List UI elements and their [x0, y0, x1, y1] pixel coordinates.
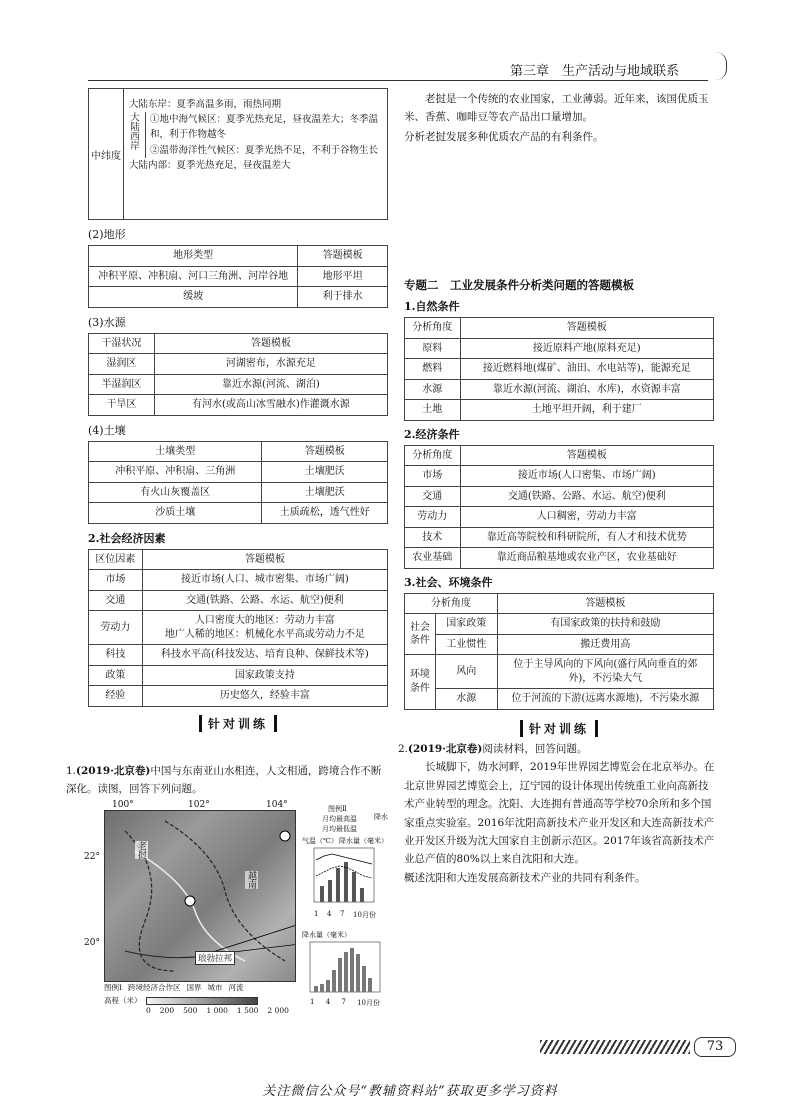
q2-number: 2.	[398, 743, 409, 755]
table-row: 政策 国家政策支持	[89, 665, 388, 686]
page-number-strip	[540, 1040, 690, 1054]
table-row: 技术 靠近高等院校和科研院所，有人才和技术优势	[405, 527, 714, 548]
table-row: 土地 土地平坦开阔，利于建厂	[405, 400, 714, 421]
legend-city: 城市	[207, 983, 223, 992]
table-row: 社会条件 国家政策 有国家政策的扶持和鼓励	[405, 614, 714, 635]
economic-heading: 2.经济条件	[404, 427, 460, 441]
table-row: 科技 科技水平高(科技发达、培育良种、保鲜技术等)	[89, 645, 388, 666]
footer-note: 关注微信公众号“教辅资料站”获取更多学习资料	[262, 1084, 558, 1099]
chapter-title: 第三章 生产活动与地域联系	[510, 64, 680, 79]
table-row: 有火山灰覆盖区 土壤肥沃	[89, 482, 388, 503]
lat-label-22: 22°	[84, 852, 100, 862]
climate-legend-title: 图例Ⅱ	[328, 805, 347, 813]
q2-ask: 概述沈阳和大连发展高新技术产业的共同有利条件。	[404, 871, 646, 884]
table-row: 水源 位于河流的下游(远离水源地)，不污染水源	[405, 689, 714, 710]
table-row: 缓坡 利于排水	[89, 287, 388, 308]
table-header: 分析角度	[405, 445, 461, 466]
lat-label-20: 20°	[84, 938, 100, 948]
table-row: 市场 接近市场(人口密集、市场广阔)	[405, 466, 714, 487]
natural-heading: 1.自然条件	[404, 300, 460, 313]
group-social: 社会条件	[405, 614, 436, 655]
social-heading: 2.社会经济因素	[88, 531, 166, 545]
q1-right-text: 老挝是一个传统的农业国家，工业薄弱。近年来，该国优质玉米、香蕉、咖啡豆等农产品出口量增加。	[404, 93, 709, 124]
soc-env-table	[404, 593, 714, 710]
table-row: 工业惯性 搬迁费用高	[405, 634, 714, 655]
map-label-vietnam: 越南	[246, 871, 256, 889]
table-row: 交通 交通(铁路、公路、水运、航空)便利	[89, 590, 388, 611]
table-row: 农业基础 靠近商品粮基地或农业产区，农业基础好	[405, 548, 714, 569]
table-header: 地形类型	[89, 246, 298, 267]
lon-label-100: 100°	[112, 800, 134, 810]
climate-item-mediterranean: ①地中海气候区：夏季光热充足，昼夜温差大；冬季温和，利于作物越冬	[150, 114, 379, 141]
table-row: 湿润区 河湖密布，水源充足	[89, 354, 388, 375]
soil-table	[88, 441, 388, 524]
table-header: 分析角度	[405, 318, 461, 339]
table-row: 半湿润区 靠近水源(河流、湖泊)	[89, 374, 388, 395]
elevation-scale	[146, 997, 258, 1005]
climate-box	[88, 88, 388, 220]
precip-axis-label: 降水量（毫米）	[339, 837, 388, 845]
q2-lead: 阅读材料，回答问题。	[482, 743, 588, 755]
climate-line-east: 大陆东岸：夏季高温多雨，雨热同期	[129, 99, 282, 110]
table-header: 答题模板	[142, 549, 387, 570]
map-label-luang-prabang: 琅勃拉邦	[195, 951, 235, 965]
table-header: 答题模板	[460, 445, 713, 466]
lon-label-102: 102°	[188, 800, 210, 810]
social-table	[88, 549, 388, 707]
topic2-title: 专题二 工业发展条件分析类问题的答题模板	[404, 278, 634, 292]
table-row: 原料 接近原料产地(原料充足)	[405, 338, 714, 359]
climate-legend-max: 月均最高温	[322, 815, 357, 823]
elevation-label: 高程（米）	[104, 996, 142, 1005]
training-tag-2: 针对训练	[520, 720, 598, 737]
table-header: 分析角度	[405, 593, 498, 614]
q2-text: 长城脚下，妫水河畔，2019年世界园艺博览会在北京举办。在北京世界园艺博览会上，辽宁园的设计体现出传统重工业向高新技术产业转型的理念。沈阳、大连拥有普通高等学校70余所和多个国家重点实验室。2016年沈阳高新技术产业开发区和大连高新技术产业开发区升级为沈大国家自主创新示范区。2017年该省高新技术产业总产值的80%以上来自沈阳和大连。	[404, 761, 715, 866]
table-header: 答题模板	[460, 318, 713, 339]
table-row: 劳动力 人口稠密，劳动力丰富	[405, 507, 714, 528]
table-row: 市场 接近市场(人口、城市密集、市场广阔)	[89, 570, 388, 591]
table-row: 经验 历史悠久，经验丰富	[89, 686, 388, 707]
q2-source: (2019·北京卷)	[408, 743, 483, 755]
training-tag: 针对训练	[199, 715, 277, 732]
lon-label-104: 104°	[266, 800, 288, 810]
table-row: 水源 靠近水源(河流、湖泊、水库)，水资源丰富	[405, 379, 714, 400]
economic-table	[404, 445, 714, 569]
map-legend: 图例Ⅰ 跨境经济合作区 国界 城市 河流 高程（米） 0 200 500 1 000 1 500 2 000	[104, 983, 289, 1015]
terrain-heading: (2)地形	[88, 228, 126, 241]
rain-axis-label: 降水量（毫米）	[302, 931, 351, 939]
table-row: 环境条件 风向 位于主导风向的下风向(盛行风向垂直的郊外)，不污染大气	[405, 655, 714, 689]
table-header: 答题模板	[262, 441, 388, 462]
climate-item-oceanic: ②温带海洋性气候区：夏季光热不足，不利于谷物生长	[150, 144, 379, 156]
relief-map	[104, 810, 296, 982]
q1-figure	[84, 800, 388, 1015]
climate-line-inland: 大陆内部：夏季光热充足，昼夜温差大	[129, 159, 291, 171]
legend-border: 国界	[186, 983, 202, 992]
temp-axis-label: 气温（℃）	[302, 837, 338, 845]
q1-source: (2019·北京卷)	[76, 765, 151, 777]
soil-heading: (4)土壤	[88, 423, 126, 437]
group-env: 环境条件	[405, 655, 436, 710]
climate-legend-min: 月均最低温	[322, 825, 357, 833]
table-header: 区位因素	[89, 549, 143, 570]
q2-block	[398, 740, 716, 887]
table-header: 答题模板	[298, 246, 388, 267]
water-table	[88, 333, 388, 416]
page-number: 73	[694, 1037, 736, 1057]
table-row: 冲积平原、冲积扇、河口三角洲、河岸谷地 地形平坦	[89, 266, 388, 287]
table-row: 冲积平原、冲积扇、三角洲 土壤肥沃	[89, 462, 388, 483]
q1-text: 中国与东南亚山水相连，人文相通，跨境合作不断深化。读图，回答下列问题。	[66, 765, 382, 796]
natural-table	[404, 317, 714, 421]
q1-number: 1.	[66, 765, 77, 777]
table-row: 干旱区 有河水(或高山冰雪融水)作灌溉水源	[89, 395, 388, 416]
header-bracket	[716, 52, 727, 80]
table-row: 交通 交通(铁路、公路、水运、航空)便利	[405, 486, 714, 507]
right-column	[404, 277, 714, 737]
table-header: 干湿状况	[89, 333, 155, 354]
table-header: 土壤类型	[89, 441, 262, 462]
climate-chart: 图例Ⅱ 月均最高温 月均最低温 降水 气温（℃） 降水量（毫米） 1 4 7 10月份	[302, 805, 388, 919]
map-label-laos: 老挝	[136, 841, 146, 859]
climate-plot	[302, 846, 388, 908]
legend-zone: 跨境经济合作区	[127, 983, 181, 992]
table-row: 劳动力 人口密度大的地区：劳动力丰富 地广人稀的地区：机械化水平高或劳动力不足	[89, 611, 388, 645]
left-column	[88, 88, 388, 732]
table-row: 沙质土壤 土质疏松，透气性好	[89, 503, 388, 524]
rain-chart: 降水量（毫米） 1 4 7 10月份	[302, 930, 388, 1010]
q1-block	[66, 762, 388, 799]
climate-box-label: 中纬度	[89, 89, 124, 219]
rain-plot	[302, 940, 388, 996]
climate-west-label: 大陆西岸	[128, 112, 139, 151]
header-rule	[88, 80, 708, 81]
table-header: 答题模板	[154, 333, 387, 354]
climate-legend-rain: 降水	[374, 813, 388, 821]
water-heading: (3)水源	[88, 315, 126, 329]
q1-right-ask: 分析老挝发展多种优质农产品的有利条件。	[404, 131, 604, 143]
terrain-table	[88, 245, 388, 308]
table-header: 答题模板	[497, 593, 713, 614]
soc-env-heading: 3.社会、环境条件	[404, 575, 493, 589]
table-row: 燃料 接近燃料地(煤矿、油田、水电站等)，能源充足	[405, 359, 714, 380]
legend-river: 河流	[228, 983, 244, 992]
